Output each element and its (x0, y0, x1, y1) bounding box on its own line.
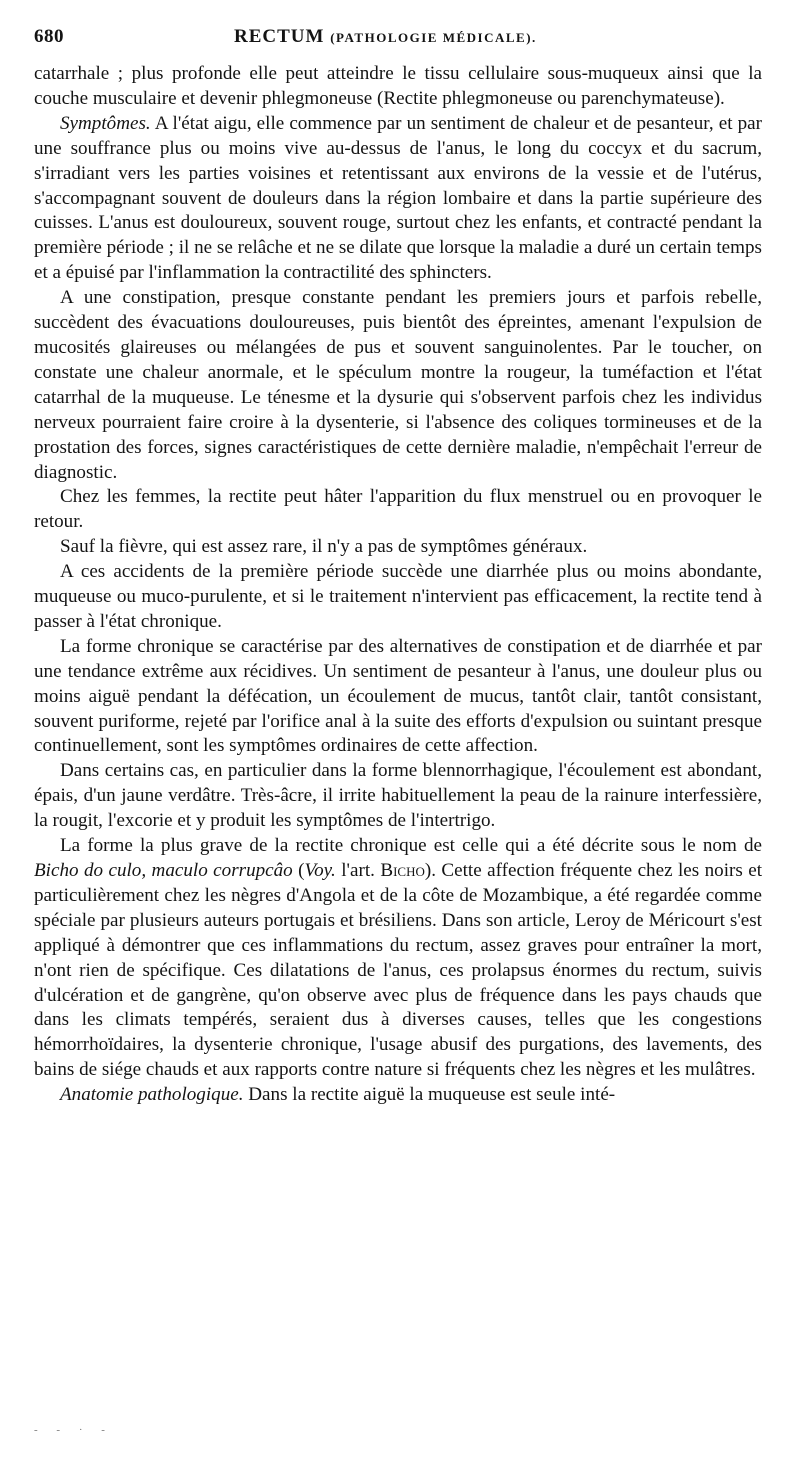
italic-voy: Voy. (304, 860, 336, 881)
paragraph-text: ( (292, 860, 305, 881)
paragraph-text: A une constipation, presque constante pendant les premiers jours et parfois rebelle, succèdent des évacuations douloureuses, puis bientôt des épreintes, amenant l'expulsion de mucosités glaireuses ou mélangées de pus et souvent sanguinolentes. Par le toucher, on constate une chaleur anormale, et le spéculum montre la rougeur, la tuméfaction et l'état catarrhal de la muqueuse. Le ténesme et la dysurie qui s'observent parfois chez les individus nerveux pourraient faire croire à la dysenterie, si l'absence des coliques tormineuses et de la prostation des forces, signes caractéristiques de cette dernière maladie, n'empêchait l'erreur de diagnostic. (34, 287, 762, 483)
running-title-subtitle: (PATHOLOGIE MÉDICALE). (330, 30, 537, 45)
paragraph-text: Dans la rectite aiguë la muqueuse est seule inté- (243, 1084, 616, 1106)
paragraph-text: La forme chronique se caractérise par des alternatives de constipation et de diarrhée et par une tendance extrême aux récidives. Un sentiment de pesanteur à l'anus, une douleur plus ou moins aiguë pendant la défécation, un écoulement de mucus, tantôt clair, tantôt consistant, souvent puriforme, rejeté par l'orifice anal à la suite des efforts d'expulsion ou suintant presque continuellement, sont les symptômes ordinaires de cette affection. (34, 635, 762, 757)
section-heading-anatomie: Anatomie pathologique. (60, 1084, 244, 1106)
running-title-main: RECTUM (234, 26, 325, 47)
page-body (34, 62, 762, 1108)
paragraph-text: A ces accidents de la première période succède une diarrhée plus ou moins abondante, muqueuse ou muco-purulente, et si le traitement n'intervient pas efficacement, la rectite tend à passer à l'état chronique. (34, 561, 762, 632)
footer-marks: - - · - (34, 1424, 113, 1436)
paragraph-text: Chez les femmes, la rectite peut hâter l'apparition du flux menstruel ou en provoquer le retour. (34, 486, 762, 533)
paragraph-text: La forme la plus grave de la rectite chronique est celle qui a été décrite sous le nom de (60, 835, 762, 857)
paragraph-anatomie (34, 1083, 762, 1108)
paragraph-bicho (34, 834, 762, 1083)
paragraph-text: catarrhale ; plus profonde elle peut atteindre le tissu cellulaire sous-muqueux ainsi que la couche musculaire et devenir phlegmoneuse (Rectite phlegmoneuse ou parenchymateuse). (34, 63, 762, 109)
page-number: 680 (34, 26, 64, 47)
paragraph-blennorrhagique (34, 759, 762, 834)
section-heading-symptomes: Symptômes. (60, 112, 151, 134)
paragraph-symptomes (34, 112, 762, 286)
italic-term: Bicho do culo, maculo corrupcâo (34, 860, 293, 881)
paragraph-accidents (34, 560, 762, 635)
paragraph-text: ). Cette affection fréquente chez les noirs et particulièrement chez les nègres d'Angola et de la côte de Mozambique, a été regardée comme spéciale par plusieurs auteurs portugais et brésiliens. Dans son article, Leroy de Méricourt s'est appliqué à démontrer que ces inflammations du rectum, assez graves pour entraîner la mort, n'ont rien de spécifique. Ces dilatations de l'anus, ces prolapsus énormes du rectum, suivis d'ulcération et de gangrène, qu'on observe avec plus de fréquence dans les pays chauds que dans les climats tempérés, seraient dus à diverses causes, telles que les congestions hémorrhoïdaires, la dysenterie chronique, l'usage abusif des purgations, des lavements, des bains de siége chauds et aux rapports contre nature si fréquents chez les nègres et les mulâtres. (34, 860, 762, 1081)
page (34, 26, 762, 1108)
paragraph-continuation (34, 62, 762, 112)
paragraph-text: A l'état aigu, elle commence par un sentiment de chaleur et de pesanteur, et par une souffrance plus ou moins vive au-dessus de l'anus, le long du coccyx et du sacrum, s'irradiant vers les parties voisines et retentissant aux environs de la vessie et de l'utérus, s'accompagnant souvent de douleurs dans la région lombaire et dans la partie supérieure des cuisses. L'anus est douloureux, souvent rouge, surtout chez les enfants, et contracté pendant la première période ; il ne se relâche et ne se dilate que lorsque la maladie a duré un certain temps et a épuisé par l'inflammation la contractilité des sphincters. (34, 112, 762, 284)
paragraph-femmes (34, 485, 762, 535)
running-title (234, 26, 537, 48)
paragraph-text: l'art. (335, 860, 381, 881)
cross-reference: Bicho (380, 860, 425, 881)
paragraph-forme-chronique (34, 635, 762, 760)
paragraph-text: Sauf la fièvre, qui est assez rare, il n'y a pas de symptômes généraux. (60, 536, 588, 558)
paragraph-text: Dans certains cas, en particulier dans la forme blennorrhagique, l'écoulement est abondant, épais, d'un jaune verdâtre. Très-âcre, il irrite habituellement la peau de la rainure interfessière, la rougit, l'excorie et y produit les symptômes de l'intertrigo. (34, 760, 762, 832)
paragraph-constipation (34, 286, 762, 485)
paragraph-fievre (34, 535, 762, 560)
running-header (34, 26, 762, 52)
